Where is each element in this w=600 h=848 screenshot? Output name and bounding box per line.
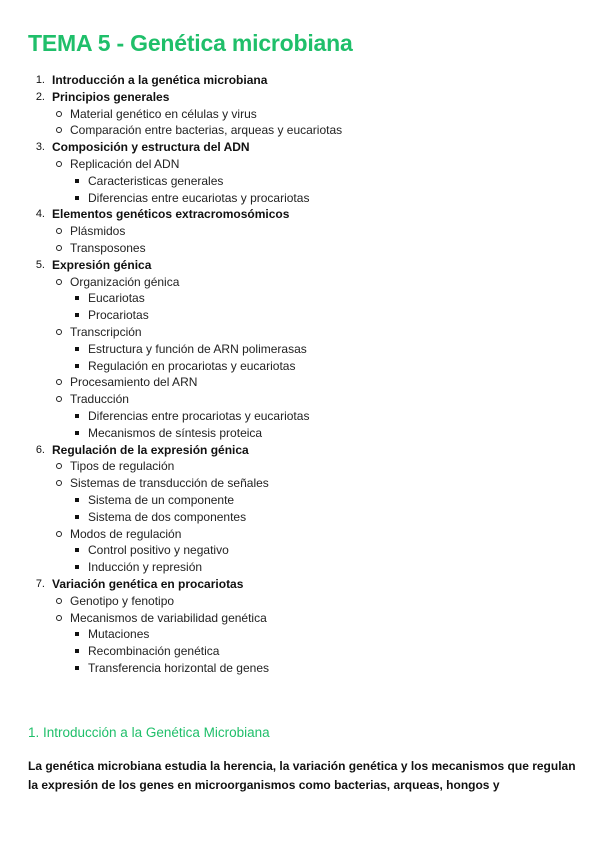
toc-item-label: Transferencia horizontal de genes bbox=[88, 660, 269, 675]
square-bullet-icon bbox=[75, 179, 79, 183]
toc-number: 3. bbox=[35, 141, 45, 154]
toc-item-label: Caracteristicas generales bbox=[88, 173, 224, 188]
section-heading: 1. Introducción a la Genética Microbiana bbox=[28, 725, 270, 740]
circle-bullet-icon bbox=[56, 329, 62, 335]
toc-number: 5. bbox=[35, 258, 45, 271]
page-title: TEMA 5 - Genética microbiana bbox=[28, 30, 353, 56]
toc-item-label: Inducción y represión bbox=[88, 560, 203, 575]
circle-bullet-icon bbox=[56, 161, 62, 167]
square-bullet-icon bbox=[75, 364, 79, 368]
toc-item-label: Modos de regulación bbox=[70, 526, 182, 541]
toc-item-label: Comparación entre bacterias, arqueas y eucariotas bbox=[70, 123, 343, 138]
toc-item-label: Organización génica bbox=[70, 274, 180, 289]
toc-item bbox=[0, 374, 600, 391]
square-bullet-icon bbox=[75, 632, 79, 636]
toc-number: 6. bbox=[35, 443, 45, 456]
toc-item bbox=[0, 626, 600, 643]
toc-number: 4. bbox=[35, 208, 45, 221]
toc-item-label: Mecanismos de síntesis proteica bbox=[88, 425, 263, 440]
square-bullet-icon bbox=[75, 515, 79, 519]
circle-bullet-icon bbox=[56, 245, 62, 251]
square-bullet-icon bbox=[75, 649, 79, 653]
toc-item bbox=[0, 610, 600, 627]
toc-item-label: Expresión génica bbox=[52, 257, 152, 272]
toc-item bbox=[0, 542, 600, 559]
toc-item-label: Traducción bbox=[70, 392, 129, 407]
toc-item bbox=[0, 240, 600, 257]
circle-bullet-icon bbox=[56, 127, 62, 133]
circle-bullet-icon bbox=[56, 379, 62, 385]
toc-item-label: Procariotas bbox=[88, 308, 149, 323]
circle-bullet-icon bbox=[56, 531, 62, 537]
square-bullet-icon bbox=[75, 313, 79, 317]
toc-item bbox=[0, 290, 600, 307]
toc-item bbox=[0, 391, 600, 408]
toc-item bbox=[0, 358, 600, 375]
toc-item-label: Eucariotas bbox=[88, 291, 145, 306]
toc-item bbox=[0, 576, 600, 593]
toc-item-label: Regulación de la expresión génica bbox=[52, 442, 249, 457]
square-bullet-icon bbox=[75, 414, 79, 418]
toc-item-label: Procesamiento del ARN bbox=[70, 375, 198, 390]
toc-item-label: Replicación del ADN bbox=[70, 156, 180, 171]
toc-item-label: Introducción a la genética microbiana bbox=[52, 73, 268, 87]
toc-item-label: Control positivo y negativo bbox=[88, 543, 229, 558]
toc-item bbox=[0, 442, 600, 459]
toc-item-label: Transcripción bbox=[70, 324, 142, 339]
toc-item-label: Mutaciones bbox=[88, 627, 150, 642]
toc-item-label: Composición y estructura del ADN bbox=[52, 140, 250, 155]
toc-item bbox=[0, 341, 600, 358]
square-bullet-icon bbox=[75, 666, 79, 670]
toc-item bbox=[0, 307, 600, 324]
toc-number: 7. bbox=[35, 577, 45, 590]
toc-item bbox=[0, 206, 600, 223]
toc-item bbox=[0, 559, 600, 576]
toc-item bbox=[0, 139, 600, 156]
toc-item bbox=[0, 106, 600, 123]
toc-item-label: Recombinación genética bbox=[88, 644, 220, 659]
toc-item bbox=[0, 408, 600, 425]
toc-item bbox=[0, 173, 600, 190]
toc-item bbox=[0, 509, 600, 526]
toc-item bbox=[0, 190, 600, 207]
toc-item bbox=[0, 492, 600, 509]
toc-item bbox=[0, 425, 600, 442]
toc-item bbox=[0, 257, 600, 274]
circle-bullet-icon bbox=[56, 480, 62, 486]
toc-item bbox=[0, 72, 600, 89]
toc-item bbox=[0, 593, 600, 610]
square-bullet-icon bbox=[75, 498, 79, 502]
toc-item-label: Elementos genéticos extracromosómicos bbox=[52, 207, 290, 222]
toc-item-label: Transposones bbox=[70, 240, 146, 255]
circle-bullet-icon bbox=[56, 598, 62, 604]
toc-item bbox=[0, 89, 600, 106]
toc-item bbox=[0, 156, 600, 173]
square-bullet-icon bbox=[75, 431, 79, 435]
toc-item-label: Mecanismos de variabilidad genética bbox=[70, 610, 267, 625]
toc-item bbox=[0, 526, 600, 543]
toc-number: 1. bbox=[35, 74, 45, 86]
toc-item bbox=[0, 660, 600, 677]
square-bullet-icon bbox=[75, 196, 79, 200]
toc-number: 2. bbox=[35, 90, 45, 103]
circle-bullet-icon bbox=[56, 111, 62, 117]
toc-item-label: Genotipo y fenotipo bbox=[70, 593, 175, 608]
toc-item-label: Tipos de regulación bbox=[70, 459, 175, 474]
toc-item bbox=[0, 643, 600, 660]
square-bullet-icon bbox=[75, 548, 79, 552]
toc-item-label: Variación genética en procariotas bbox=[52, 576, 244, 591]
circle-bullet-icon bbox=[56, 279, 62, 285]
toc-item-label: Sistemas de transducción de señales bbox=[70, 476, 269, 491]
toc-item bbox=[0, 274, 600, 291]
table-of-contents bbox=[0, 72, 600, 677]
toc-item-label: Plásmidos bbox=[70, 224, 126, 239]
toc-item bbox=[0, 324, 600, 341]
circle-bullet-icon bbox=[56, 396, 62, 402]
circle-bullet-icon bbox=[56, 463, 62, 469]
square-bullet-icon bbox=[75, 296, 79, 300]
toc-item-label: Principios generales bbox=[52, 89, 170, 104]
toc-item-label: Diferencias entre procariotas y eucariotas bbox=[88, 408, 310, 423]
toc-item-label: Diferencias entre eucariotas y procariotas bbox=[88, 190, 310, 205]
toc-item bbox=[0, 223, 600, 240]
circle-bullet-icon bbox=[56, 615, 62, 621]
square-bullet-icon bbox=[75, 565, 79, 569]
toc-item-label: Regulación en procariotas y eucariotas bbox=[88, 358, 296, 373]
section-paragraph: La genética microbiana estudia la herencia, la variación genética y los mecanismos que regulan la expresión de los genes en microorganismos como bacterias, arqueas, hongos y bbox=[28, 759, 576, 792]
toc-item-label: Sistema de dos componentes bbox=[88, 509, 247, 524]
toc-item bbox=[0, 122, 600, 139]
square-bullet-icon bbox=[75, 347, 79, 351]
circle-bullet-icon bbox=[56, 228, 62, 234]
toc-item-label: Material genético en células y virus bbox=[70, 106, 257, 121]
toc-item-label: Estructura y función de ARN polimerasas bbox=[88, 341, 307, 356]
toc-item bbox=[0, 458, 600, 475]
toc-item bbox=[0, 475, 600, 492]
toc-item-label: Sistema de un componente bbox=[88, 492, 235, 507]
